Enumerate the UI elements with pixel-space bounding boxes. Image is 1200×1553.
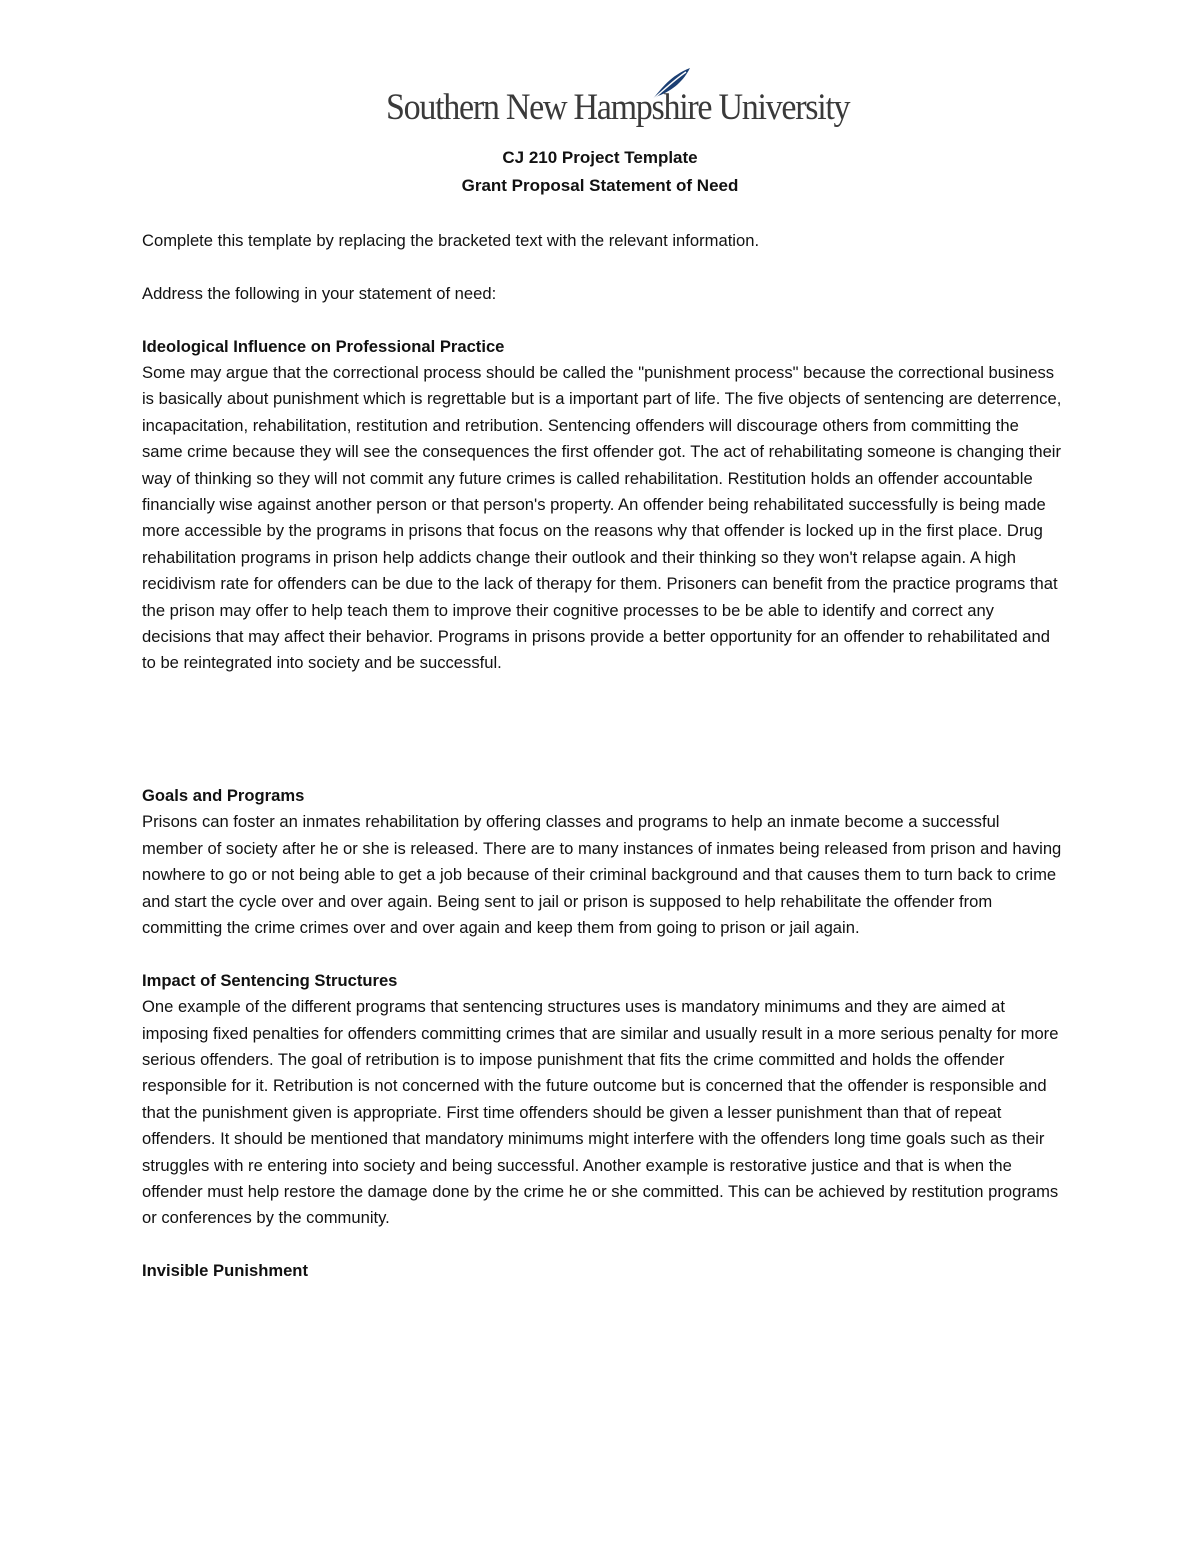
title-block	[0, 144, 1200, 200]
course-title: CJ 210 Project Template	[502, 148, 698, 167]
university-logo	[386, 66, 850, 136]
section-body-ideological: Some may argue that the correctional process should be called the "punishment process" because the correctional business is basically about punishment which is regrettable but is a important part of life. The five objects of sentencing are deterrence, incapacitation, rehabilitation, restitution and retribution. Sentencing offenders will discourage others from committing the same crime because they will see the consequences the first offender got. The act of rehabilitating someone is changing their way of thinking so they will not commit any future crimes is called rehabilitation. Restitution holds an offender accountable financially wise against another person or that person's property. An offender being rehabilitated successfully is being made more accessible by the programs in prisons that focus on the reasons why that offender is locked up in the first place. Drug rehabilitation programs in prison help addicts change their outlook and their thinking so they won't relapse again. A high recidivism rate for offenders can be due to the lack of therapy for them. Prisoners can benefit from the practice programs that the prison may offer to help teach them to improve their cognitive processes to be be able to identify and correct any decisions that may affect their behavior. Programs in prisons provide a better opportunity for an offender to rehabilitated and to be reintegrated into society and be successful.	[142, 363, 1062, 673]
section-heading-invisible: Invisible Punishment	[142, 1261, 308, 1281]
section-body-goals: Prisons can foster an inmates rehabilitation by offering classes and programs to help an inmate become a successful member of society after he or she is released. There are to many instances of inmates being released from prison and having nowhere to go or not being able to get a job because of their criminal background and that causes them to turn back to crime and start the cycle over and over again. Being sent to jail or prison is supposed to help rehabilitate the offender from committing the crime crimes over and over again and keep them from going to prison or jail again.	[142, 812, 1062, 937]
instruction-text: Complete this template by replacing the bracketed text with the relevant information.	[142, 231, 760, 250]
document-body	[142, 228, 1062, 1285]
section-heading-ideological: Ideological Influence on Professional Practice	[142, 336, 505, 356]
address-text: Address the following in your statement of need:	[142, 283, 497, 303]
section-heading-goals: Goals and Programs	[142, 785, 305, 805]
section-body-sentencing: One example of the different programs that sentencing structures uses is mandatory minimums and they are aimed at imposing fixed penalties for offenders committing crimes that are similar and usually result in a more serious penalty for more serious offenders. The goal of retribution is to impose punishment that fits the crime committed and holds the offender responsible for it. Retribution is not concerned with the future outcome but is concerned that the offender is responsible and that the punishment given is appropriate. First time offenders should be given a lesser punishment than that of repeat offenders. It should be mentioned that mandatory minimums might interfere with the offenders long time goals such as their struggles with re entering into society and being successful. Another example is restorative justice and that is when the offender must help restore the damage done by the crime he or she committed. This can be achieved by restitution programs or conferences by the community.	[142, 997, 1059, 1228]
university-name: Southern New Hampshire University	[386, 87, 850, 128]
document-title: Grant Proposal Statement of Need	[461, 176, 739, 195]
section-heading-sentencing: Impact of Sentencing Structures	[142, 970, 398, 990]
